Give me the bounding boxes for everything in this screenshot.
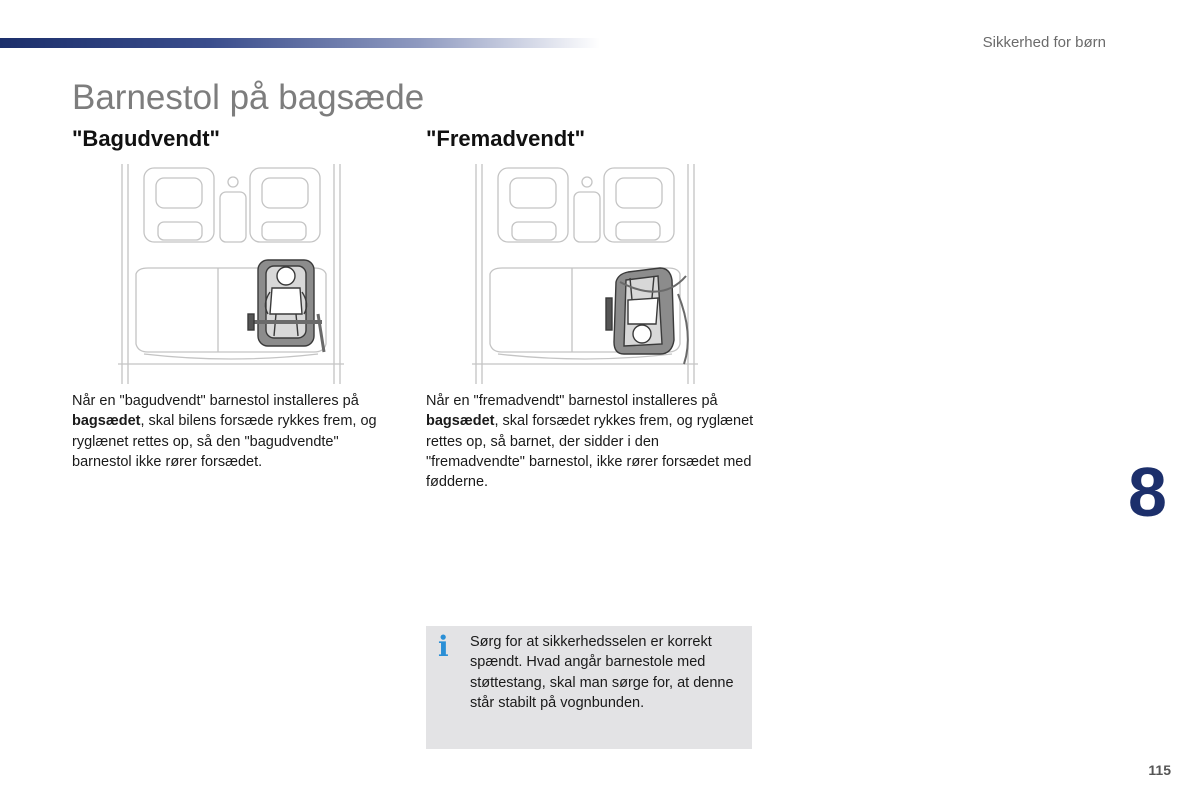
section-label: Sikkerhed for børn — [982, 34, 1106, 51]
rear-facing-description: Når en "bagudvendt" barnestol installeres på bagsædet, skal bilens forsæde rykkes frem, og ryglænet rettes op, så den "bagudvendte" barnestol ikke rører forsædet. — [72, 393, 377, 470]
rear-seat-bold-term: bagsædet — [426, 413, 495, 430]
info-note-text: Sørg for at sikkerhedsselen er korrekt spændt. Hvad angår barnestole med støttestang, skal man sørge for, at denne står stabilt på vognbunden. — [470, 634, 734, 711]
header-accent-bar — [0, 38, 600, 48]
info-icon: i — [438, 630, 449, 663]
forward-facing-description: Når en "fremadvendt" barnestol installeres på bagsædet, skal forsædet rykkes frem, og ryglænet rettes op, så barnet, der sidder i den "fremadvendte" barnestol, ikke rører forsædet med fødderne. — [426, 393, 754, 491]
rear-facing-heading: "Bagudvendt" — [72, 126, 220, 151]
page-title: Barnestol på bagsæde — [72, 78, 425, 117]
chapter-number: 8 — [1128, 453, 1165, 531]
forward-facing-heading: "Fremadvendt" — [426, 126, 586, 151]
info-note-box — [426, 626, 752, 749]
rear-seat-bold-term: bagsædet — [72, 413, 141, 430]
rear-facing-child-seat — [248, 260, 324, 352]
rear-facing-seat-illustration — [118, 164, 344, 384]
forward-facing-seat-illustration — [472, 164, 698, 384]
page-number: 115 — [1148, 762, 1171, 778]
